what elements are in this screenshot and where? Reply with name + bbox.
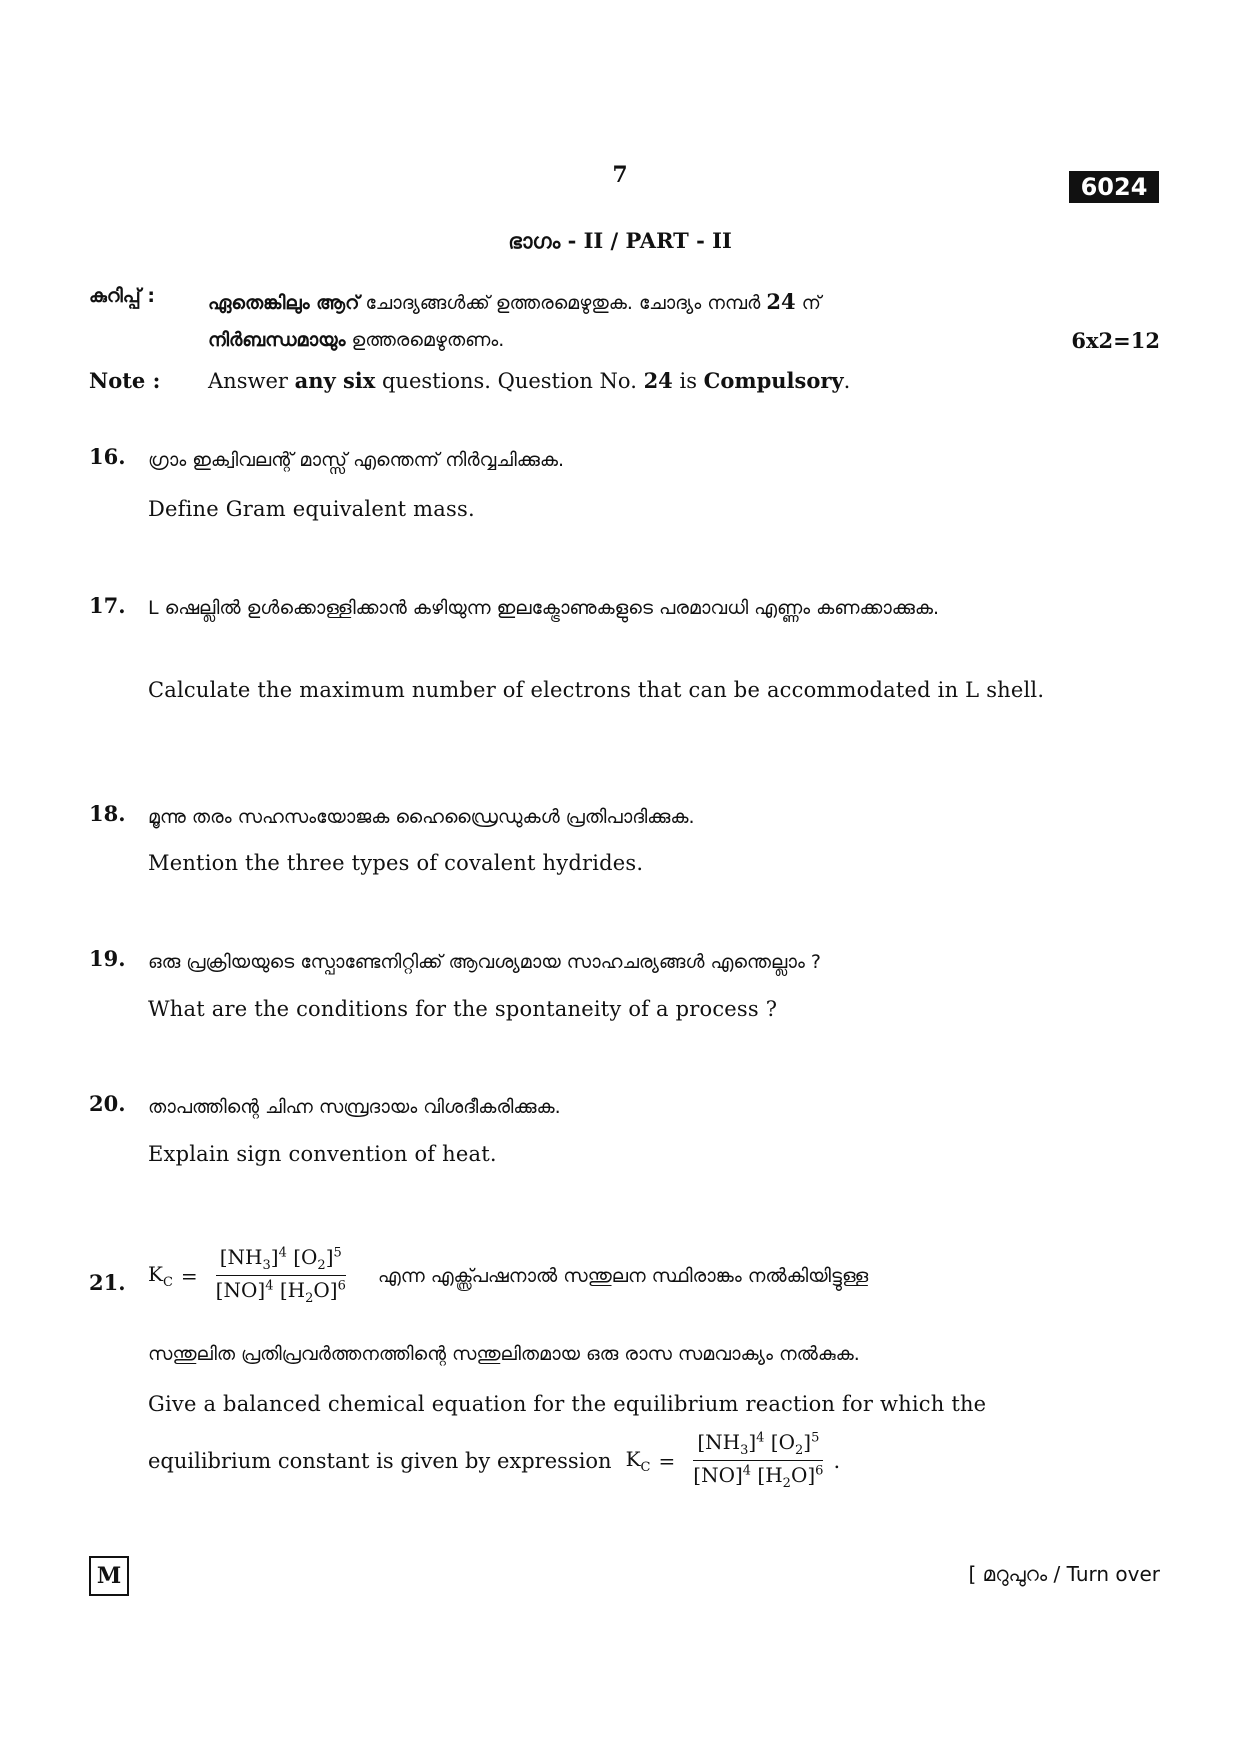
note-en-t1: Answer xyxy=(208,369,295,393)
question-19-english: What are the conditions for the spontaneity of a process ? xyxy=(148,997,778,1021)
marks-allocation: 6x2=12 xyxy=(1071,328,1160,353)
question-21-malayalam-line1: എന്ന എക്സ്പ്രഷനാൽ സന്തുലന സ്ഥിരാങ്കം നൽകിയിട്ടുള്ള xyxy=(377,1264,869,1287)
kc-subscript-2: C xyxy=(640,1459,651,1475)
note-en-b3: Compulsory xyxy=(703,368,844,393)
kc-letter-2: K xyxy=(625,1446,641,1471)
kc-subscript: C xyxy=(162,1274,173,1290)
question-20-english: Explain sign convention of heat. xyxy=(148,1142,497,1166)
question-18-english: Mention the three types of covalent hydrides. xyxy=(148,851,644,875)
kc-letter: K xyxy=(148,1261,163,1286)
page-number: 7 xyxy=(612,162,628,188)
note-en-b2: 24 xyxy=(643,368,673,393)
note-en-t3: is xyxy=(672,369,704,393)
question-number-20: 20. xyxy=(89,1091,126,1116)
kc-numerator-2: $[NH_3]^4$ $[O_2]^5$ xyxy=(693,1430,823,1461)
note-malayalam-line1 xyxy=(208,283,1098,322)
note-ml-text: ചോദ്യങ്ങൾക്ക് ഉത്തരമെഴുതുക. ചോദ്യം നമ്പർ xyxy=(359,292,767,314)
question-16-malayalam: ഗ്രാം ഇക്വിവലന്റ് മാസ്സ് എന്തെന്ന് നിർവ്വചിക്കുക. xyxy=(148,449,565,471)
kc-denominator-2: [NO]$^4$ $[H_2O]^6$ xyxy=(693,1463,824,1491)
note-ml-text-2: ഉത്തരമെഴുതണം. xyxy=(345,329,505,351)
question-number-21: 21. xyxy=(89,1270,126,1295)
question-21-english-line2 xyxy=(148,1430,1098,1491)
code-box-m: M xyxy=(89,1556,129,1596)
question-19-malayalam: ഒരു പ്രക്രിയയുടെ സ്പോണ്ടേനിറ്റിക്ക് ആവശ്യമായ സാഹചര്യങ്ങൾ എന്തെല്ലാം ? xyxy=(148,951,821,973)
question-21-english-text: equilibrium constant is given by expression xyxy=(148,1448,612,1473)
note-malayalam-line2 xyxy=(208,322,1098,359)
note-en-b1: any six xyxy=(294,368,376,393)
question-number-19: 19. xyxy=(89,946,126,971)
question-18-malayalam: മൂന്നു തരം സഹസംയോജക ഹൈഡ്രൈഡുകൾ പ്രതിപാദിക്കുക. xyxy=(148,806,695,828)
note-malayalam xyxy=(208,283,1098,359)
question-21-malayalam-line2: സന്തുലിത പ്രതിപ്രവർത്തനത്തിന്റെ സന്തുലിതമായ ഒരു രാസ സമവാക്യം നൽകുക. xyxy=(148,1343,860,1365)
question-17-malayalam: L ഷെല്ലിൽ ഉൾക്കൊള്ളിക്കാൻ കഴിയുന്ന ഇലക്ട്രോണുകളുടെ പരമാവധി എണ്ണം കണക്കാക്കുക. xyxy=(148,597,940,619)
question-number-17: 17. xyxy=(89,593,126,618)
equals-sign-2: = xyxy=(658,1448,676,1473)
kc-fraction xyxy=(212,1245,350,1306)
kc-symbol xyxy=(148,1262,173,1290)
note-ml-end: ന് xyxy=(795,292,822,314)
kc-numerator: $[NH_3]^4$ $[O_2]^5$ xyxy=(216,1245,346,1276)
kc-symbol-2 xyxy=(626,1447,651,1475)
note-ml-bold: ഏതെങ്കിലും ആറ് xyxy=(208,292,360,314)
note-en-t4: . xyxy=(843,369,851,393)
part-heading: ഭാഗം - II / PART - II xyxy=(508,228,732,253)
equals-sign: = xyxy=(180,1263,198,1288)
question-21-english-line1: Give a balanced chemical equation for the equilibrium reaction for which the xyxy=(148,1392,987,1416)
question-number-16: 16. xyxy=(89,444,126,469)
question-21-period: . xyxy=(833,1448,841,1473)
question-17-english: Calculate the maximum number of electrons that can be accommodated in L shell. xyxy=(148,678,1045,702)
note-label-english: Note : xyxy=(89,368,161,393)
note-en-t2: questions. Question No. xyxy=(375,369,644,393)
question-21-formula-line xyxy=(148,1245,1098,1306)
note-english xyxy=(208,368,1108,393)
question-16-english: Define Gram equivalent mass. xyxy=(148,497,475,521)
kc-denominator: [NO]$^4$ $[H_2O]^6$ xyxy=(215,1278,346,1306)
kc-fraction-2 xyxy=(689,1430,827,1491)
note-label-malayalam: കുറിപ്പ് : xyxy=(89,285,155,307)
turn-over-label: [ മറുപുറം / Turn over xyxy=(968,1562,1160,1586)
note-ml-bold-2: നിർബന്ധമായും xyxy=(208,329,346,351)
question-number-18: 18. xyxy=(89,801,126,826)
note-ml-number: 24 xyxy=(766,289,796,314)
paper-code-badge: 6024 xyxy=(1069,171,1159,203)
question-20-malayalam: താപത്തിന്റെ ചിഹ്ന സമ്പ്രദായം വിശദീകരിക്കുക. xyxy=(148,1096,561,1118)
